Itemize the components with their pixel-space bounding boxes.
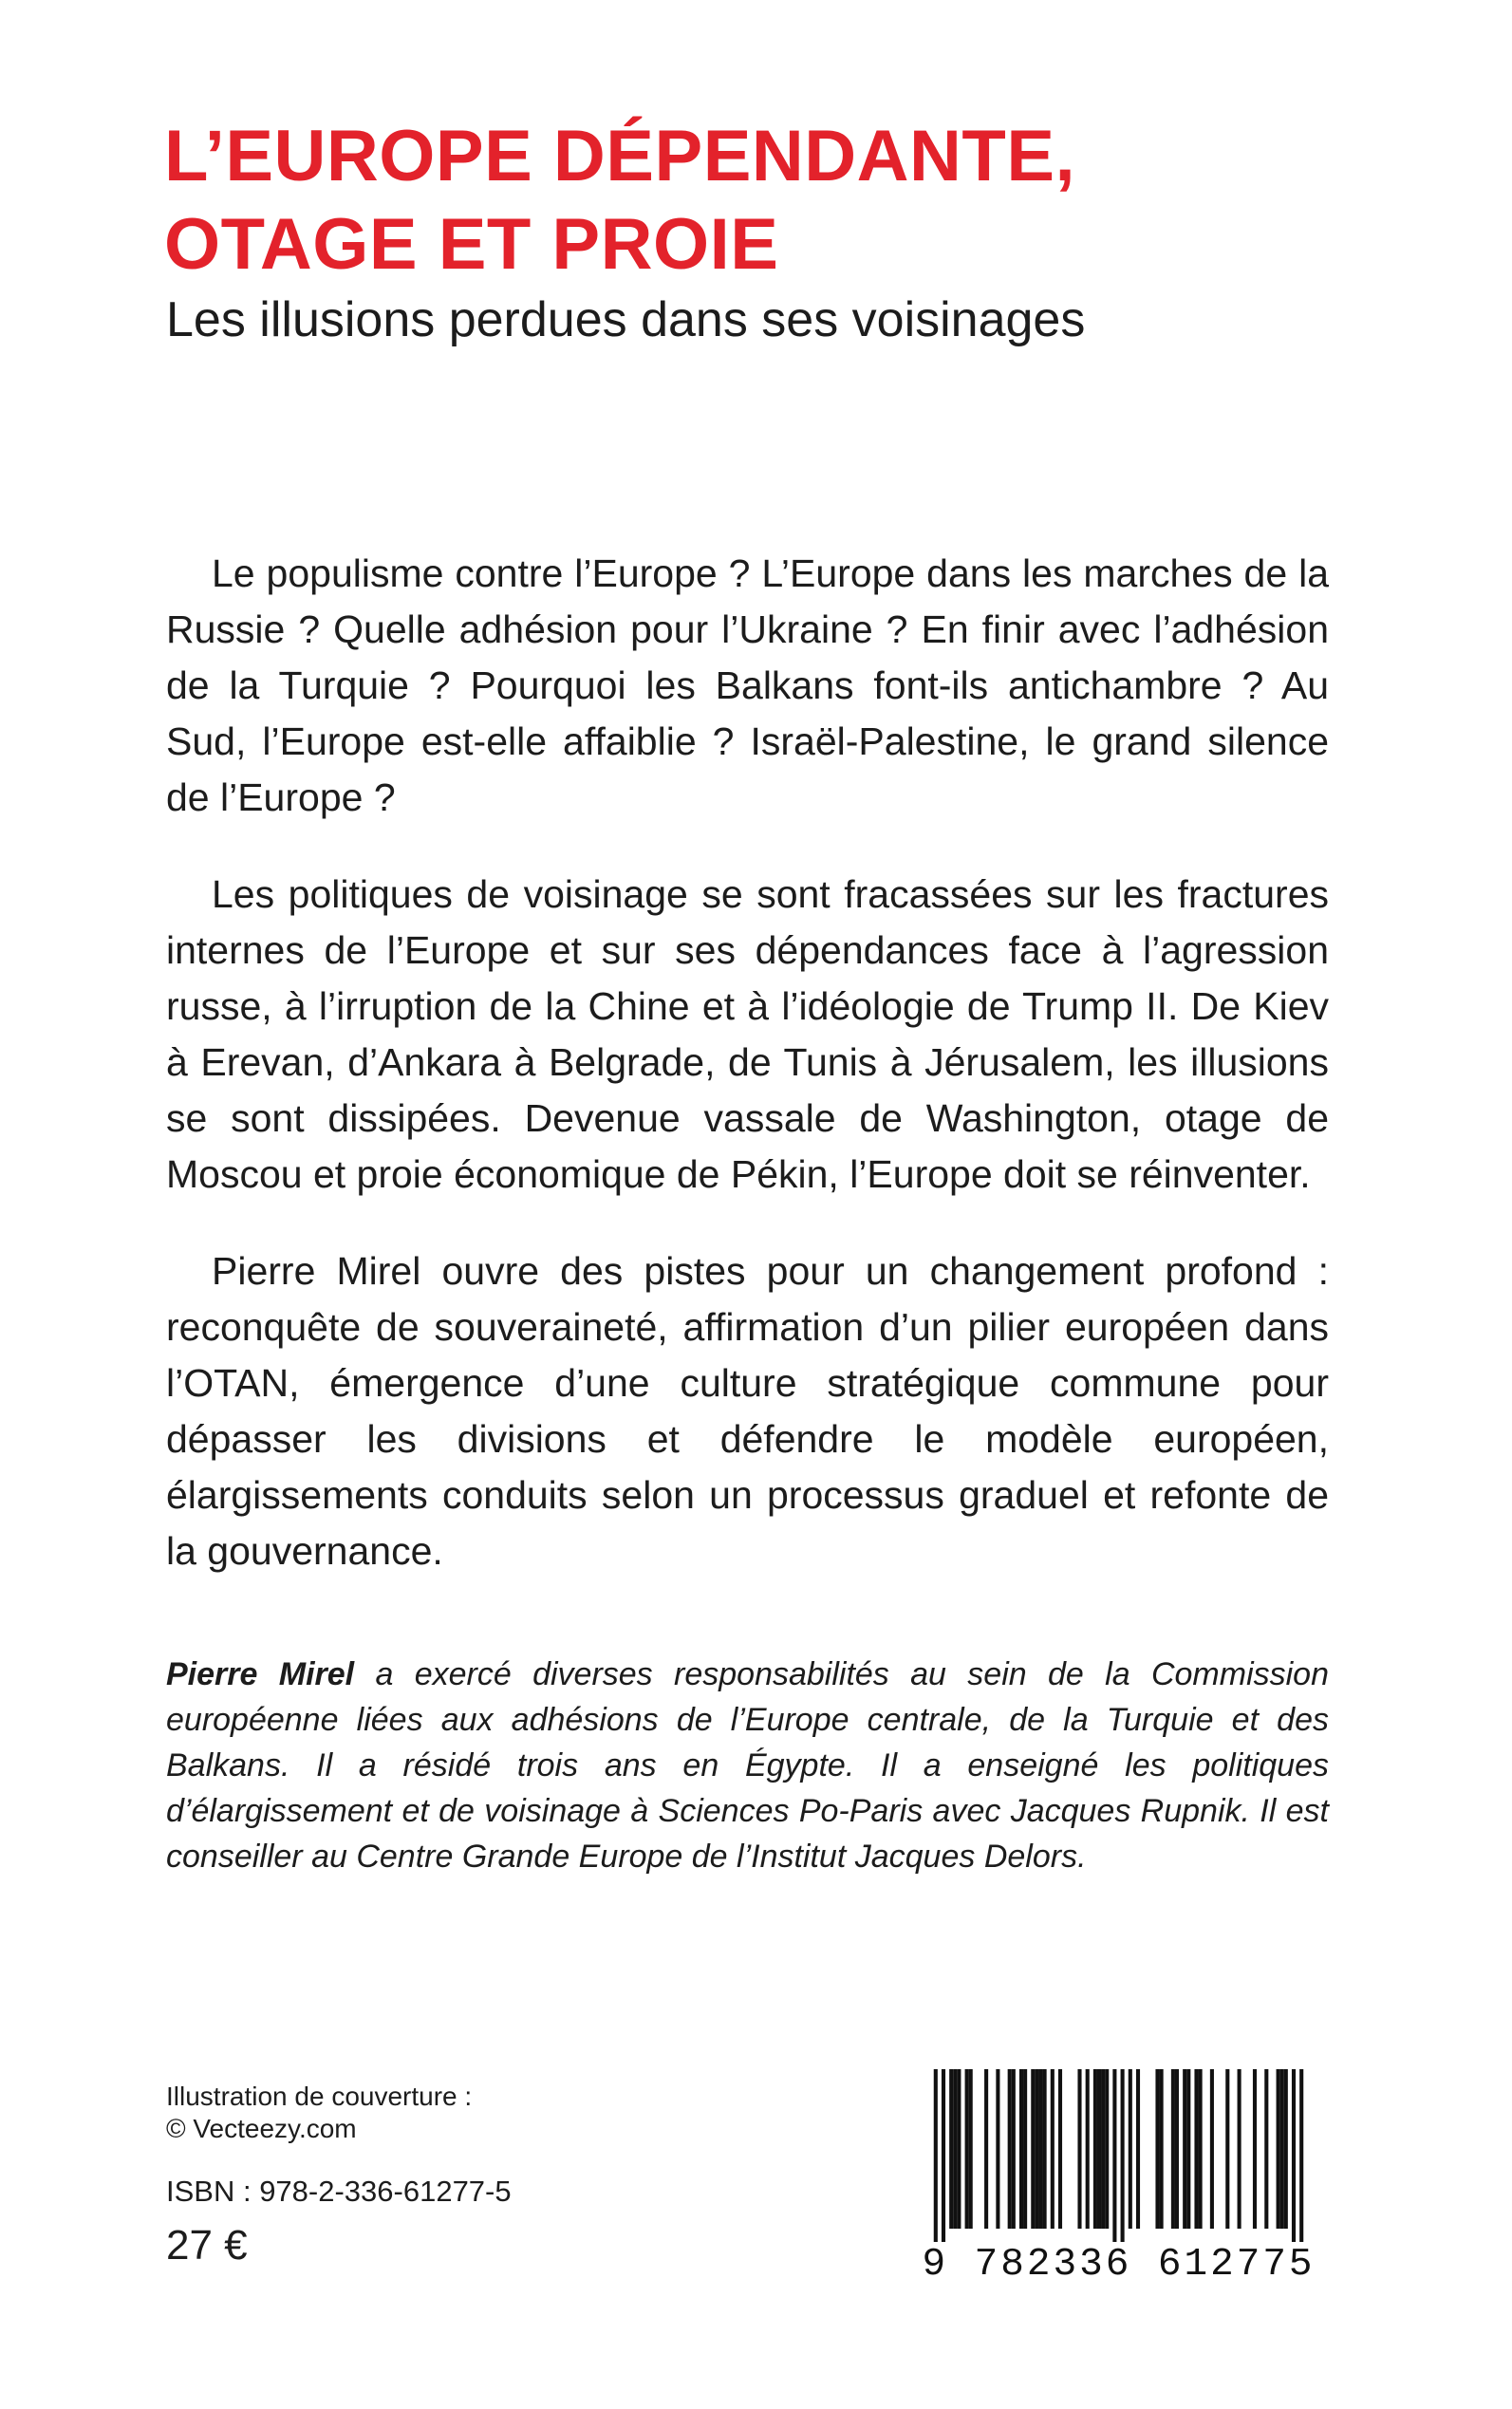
barcode-bar [942,2069,945,2242]
barcode-bar [1101,2069,1105,2229]
book-subtitle: Les illusions perdues dans ses voisinages [166,292,1086,347]
barcode-bar [1199,2069,1203,2229]
barcode-bar [1175,2069,1179,2229]
cover-credits [166,2081,472,2145]
barcode-bar [1051,2069,1055,2229]
author-bio [166,1652,1329,1879]
title-line-1: L’EUROPE DÉPENDANTE, [164,116,1076,196]
barcode-digits: 9 782336 612775 [922,2243,1316,2287]
barcode-bar [1186,2069,1190,2229]
barcode-bar [1238,2069,1241,2229]
barcode-bar [1012,2069,1016,2229]
credits-label: Illustration de couverture : [166,2082,473,2111]
barcode-bar [1038,2069,1042,2229]
barcode-bar [1058,2069,1062,2229]
barcode-bar [1136,2069,1140,2229]
barcode-bar [1093,2069,1097,2229]
book-title [164,112,1360,289]
barcode-bar [1008,2069,1012,2229]
barcode-bar [1097,2069,1101,2229]
barcode-bar [1299,2069,1303,2242]
barcode-bar [1086,2069,1090,2229]
barcode-bar [1284,2069,1288,2229]
barcode-bar [1105,2069,1109,2229]
barcode-bar [1031,2069,1035,2229]
barcode-bar [949,2069,953,2229]
title-line-2: OTAGE ET PROIE [164,204,779,285]
author-name: Pierre Mirel [166,1656,355,1692]
barcode-bar [1292,2069,1296,2242]
barcode-bar [969,2069,973,2229]
blurb [166,546,1329,1620]
barcode-bar [1253,2069,1257,2229]
barcode-bar [1019,2069,1023,2229]
barcode-bar [1160,2069,1164,2229]
barcode-bar [1023,2069,1027,2229]
barcode-bar [934,2069,938,2242]
barcode-bar [957,2069,961,2229]
barcode-bar [1277,2069,1280,2229]
barcode-bar [1194,2069,1198,2229]
barcode-bar [1171,2069,1175,2229]
price: 27 € [166,2222,248,2269]
isbn: ISBN : 978-2-336-61277-5 [166,2175,512,2208]
barcode-bar [1210,2069,1214,2229]
barcode-bar [965,2069,969,2229]
barcode-bar [996,2069,999,2229]
barcode-bar [984,2069,988,2229]
barcode-bar [1077,2069,1081,2229]
barcode-bar [1280,2069,1284,2229]
barcode-bar [1035,2069,1038,2229]
barcode-bar [1112,2069,1116,2242]
barcode-bar [1129,2069,1132,2229]
barcode-bar [1225,2069,1229,2229]
barcode-bars [907,2069,1330,2242]
barcode-bar [1155,2069,1159,2229]
barcode-bar [1121,2069,1125,2242]
author-bio-text: a exercé diverses responsabilités au sein de la Commission européenne liées aux adhésions de l’Europe centrale, de la Turquie et des Balkans. Il a résidé trois ans en Égypte. Il a enseigné les politiques d’élargissement et de voisinage à Sciences Po-Paris avec Jacques Rupnik. Il est conseiller au Centre Grande Europe de l’Institut Jacques Delors. [166,1656,1329,1875]
blurb-paragraph-2: Les politiques de voisinage se sont fracassées sur les fractures internes de l’Europe et sur ses dépendances face à l’agression russe, à l’irruption de la Chine et à l’idéologie de Trump II. De Kiev à Erevan, d’Ankara à Belgrade, de Tunis à Jérusalem, les illusions se sont dissipées. Devenue vassale de Washington, otage de Moscou et proie économique de Pékin, l’Europe doit se réinventer. [166,872,1329,1196]
barcode-bar [1043,2069,1047,2229]
blurb-paragraph-1: Le populisme contre l’Europe ? L’Europe dans les marches de la Russie ? Quelle adhésion pour l’Ukraine ? En finir avec l’adhésion de la Turquie ? Pourquoi les Balkans font-ils antichambre ? Au Sud, l’Europe est-elle affaiblie ? Israël-Palestine, le grand silence de l’Europe ? [166,551,1329,819]
blurb-paragraph-3: Pierre Mirel ouvre des pistes pour un changement profond : reconquête de souveraineté, affirmation d’un pilier européen dans l’OTAN, émergence d’une culture stratégique commune pour dépasser les divisions et défendre le modèle européen, élargissements conduits selon un processus graduel et refonte de la gouvernance. [166,1249,1329,1573]
barcode [907,2069,1330,2288]
barcode-bar [1264,2069,1268,2229]
barcode-bar [1183,2069,1186,2229]
barcode-bar [953,2069,957,2229]
credits-source: © Vecteezy.com [166,2114,357,2143]
